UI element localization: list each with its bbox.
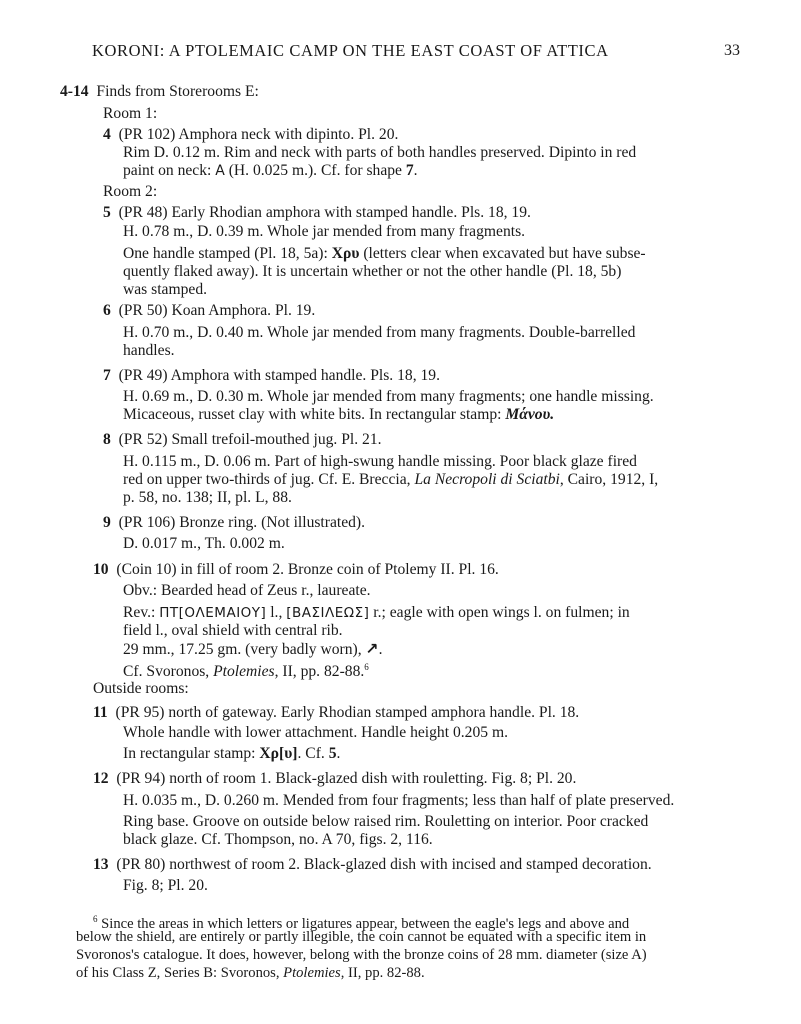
item-number: 9 (103, 514, 111, 531)
footnote-mark: 6 (93, 914, 98, 924)
item-5-line-4: was stamped. (123, 281, 208, 298)
item-reference: 7 (405, 162, 414, 179)
item-10-heading (93, 561, 499, 579)
item-7-line-1: H. 0.69 m., D. 0.30 m. Whole jar mended from many fragments; one handle missing. (123, 388, 654, 405)
item-12-line-2: Ring base. Groove on outside below raised rim. Rouletting on interior. Poor cracked (123, 813, 649, 830)
greek-stamp: Μάνου. (505, 406, 555, 423)
item-description: (PR 52) Small trefoil-mouthed jug. Pl. 21. (118, 431, 382, 448)
item-6-heading (103, 302, 315, 320)
item-10-line-4 (123, 658, 369, 681)
item-5-line-3: quently flaked away). It is uncertain whether or not the other handle (Pl. 18, 5b) (123, 263, 622, 280)
text: Cf. Svoronos, (123, 663, 214, 681)
text: 29 mm., 17.25 gm. (very badly worn), (123, 641, 366, 658)
item-8-line-1: H. 0.115 m., D. 0.06 m. Part of high-swung handle missing. Poor black glaze fired (123, 453, 637, 470)
coin-legend: ΠΤ[ΟΛΕΜΑΙΟΥ] (159, 605, 267, 621)
item-7-heading (103, 367, 440, 385)
item-13-line-1: Fig. 8; Pl. 20. (123, 877, 208, 894)
die-axis-arrow-icon: ↗ (365, 640, 379, 658)
item-11-heading (93, 704, 579, 722)
running-title: KORONI: A PTOLEMAIC CAMP ON THE EAST COAST OF ATTICA (92, 41, 609, 60)
greek-stamp: Χρ[υ] (259, 745, 298, 762)
item-number: 8 (103, 431, 111, 448)
item-8-line-3: p. 58, no. 138; II, pl. L, 88. (123, 489, 292, 506)
item-description: (PR 48) Early Rhodian amphora with stamped handle. Pls. 18, 19. (118, 204, 531, 221)
text: paint on neck: (123, 162, 216, 179)
text: . (336, 745, 341, 762)
text: . Cf. (297, 745, 329, 762)
item-6-line-2: handles. (123, 342, 175, 359)
text: of his Class Z, Series B: Svoronos, (76, 965, 284, 981)
item-description: (PR 49) Amphora with stamped handle. Pls. 18, 19. (118, 367, 440, 384)
running-header (92, 42, 740, 64)
item-number: 6 (103, 302, 111, 319)
item-13-heading (93, 856, 652, 874)
item-7-line-2 (123, 406, 554, 424)
item-10-line-3 (123, 640, 383, 659)
section-heading (60, 83, 259, 101)
item-description: (PR 95) north of gateway. Early Rhodian stamped amphora handle. Pl. 18. (115, 704, 580, 721)
item-8-line-2 (123, 471, 658, 489)
item-number: 11 (93, 704, 108, 721)
item-5-line-1: H. 0.78 m., D. 0.39 m. Whole jar mended from many fragments. (123, 223, 526, 240)
item-4-heading (103, 126, 398, 144)
item-11-line-2 (123, 745, 340, 763)
text: . (378, 641, 383, 658)
item-9-line-1: D. 0.017 m., Th. 0.002 m. (123, 535, 285, 552)
greek-stamp: Χρυ (331, 245, 360, 262)
text: , II, pp. 82-88. (340, 965, 425, 981)
footnote-line-4 (76, 965, 425, 982)
text: Micaceous, russet clay with white bits. In rectangular stamp: (123, 406, 506, 423)
item-8-heading (103, 431, 382, 449)
item-number: 5 (103, 204, 111, 221)
item-number: 13 (93, 856, 109, 873)
item-description: (PR 50) Koan Amphora. Pl. 19. (118, 302, 316, 319)
text: , Cairo, 1912, I, (559, 471, 659, 488)
item-number: 4 (103, 126, 111, 143)
item-10-line-2: field l., oval shield with central rib. (123, 622, 343, 639)
item-12-line-3: black glaze. Cf. Thompson, no. A 70, figs. 2, 116. (123, 831, 433, 848)
item-description: (PR 106) Bronze ring. (Not illustrated). (118, 514, 366, 531)
footnote-line-2: below the shield, are entirely or partly illegible, the coin cannot be equated with a specific item in (76, 929, 647, 945)
item-11-line-1: Whole handle with lower attachment. Handle height 0.205 m. (123, 724, 508, 741)
item-number: 10 (93, 561, 109, 578)
text: (letters clear when excavated but have subse- (359, 245, 646, 262)
item-description: (Coin 10) in fill of room 2. Bronze coin of Ptolemy II. Pl. 16. (116, 561, 499, 578)
text: , II, pp. 82-88. (274, 663, 365, 681)
item-description: (PR 102) Amphora neck with dipinto. Pl. 20. (118, 126, 399, 143)
item-number: 12 (93, 770, 109, 787)
dipinto-letter: A (215, 163, 225, 179)
item-description: (PR 80) northwest of room 2. Black-glazed dish with incised and stamped decoration. (116, 856, 652, 873)
text: Since the areas in which letters or ligatures appear, between the eagle's legs and above and (97, 915, 630, 932)
item-4-line-2 (123, 162, 418, 180)
room1-label: Room 1: (103, 105, 158, 122)
book-title: La Necropoli di Sciatbi (414, 471, 560, 488)
text: (H. 0.025 m.). Cf. for shape (224, 162, 406, 179)
text: In rectangular stamp: (123, 745, 260, 762)
footnote-line-3: Svoronos's catalogue. It does, however, belong with the bronze coins of 28 mm. diameter (size A) (76, 947, 647, 963)
book-title: Ptolemies (213, 663, 275, 681)
outside-rooms-label: Outside rooms: (93, 680, 189, 697)
item-10-reverse (123, 604, 630, 622)
item-10-obverse: Obv.: Bearded head of Zeus r., laureate. (123, 582, 371, 599)
text: red on upper two-thirds of jug. Cf. E. Breccia, (123, 471, 415, 488)
section-title: Finds from Storerooms E: (96, 83, 259, 100)
page-number: 33 (724, 42, 740, 59)
book-title: Ptolemies (283, 965, 341, 981)
text: l., (266, 604, 287, 621)
text: One handle stamped (Pl. 18, 5a): (123, 245, 332, 262)
item-12-line-1: H. 0.035 m., D. 0.260 m. Mended from four fragments; less than half of plate preserved. (123, 792, 675, 809)
item-4-line-1: Rim D. 0.12 m. Rim and neck with parts of both handles preserved. Dipinto in red (123, 144, 637, 161)
footnote-reference[interactable]: 6 (364, 662, 369, 672)
text: . (413, 162, 418, 179)
section-number: 4-14 (60, 83, 89, 100)
item-5-heading (103, 204, 531, 222)
item-5-line-2 (123, 245, 646, 263)
text: Rev.: (123, 604, 160, 621)
coin-legend: [ΒΑΣΙΛΕΩΣ] (286, 605, 370, 621)
item-reference: 5 (328, 745, 337, 762)
text: r.; eagle with open wings l. on fulmen; in (369, 604, 630, 621)
room2-label: Room 2: (103, 183, 158, 200)
item-6-line-1: H. 0.70 m., D. 0.40 m. Whole jar mended from many fragments. Double-barrelled (123, 324, 636, 341)
item-description: (PR 94) north of room 1. Black-glazed dish with rouletting. Fig. 8; Pl. 20. (116, 770, 577, 787)
item-9-heading (103, 514, 365, 532)
item-12-heading (93, 770, 576, 788)
item-number: 7 (103, 367, 111, 384)
